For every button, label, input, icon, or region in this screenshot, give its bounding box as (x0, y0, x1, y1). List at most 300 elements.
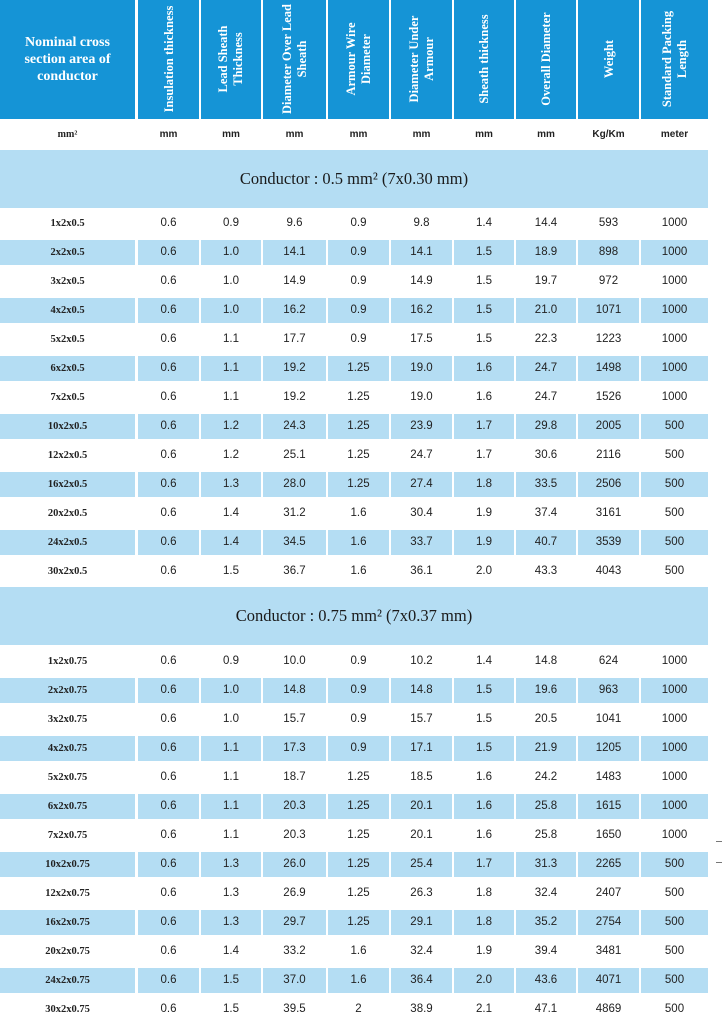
unit-cell: meter (660, 129, 689, 140)
table-cell: 1.6 (476, 771, 492, 783)
table-cell: 2 (355, 1003, 362, 1015)
header-label: Armour Wire Diameter (343, 22, 373, 96)
unit-cell: mm² (57, 129, 78, 140)
table-cell: 1.9 (476, 507, 492, 519)
table-cell: 1.1 (223, 829, 239, 841)
table-cell: 0.9 (350, 217, 367, 229)
table-row (0, 296, 708, 325)
table-cell: 14.8 (263, 678, 326, 703)
table-cell: 36.4 (391, 968, 452, 993)
unit-cell: Kg/Km (592, 129, 625, 140)
table-cell: 1.5 (476, 713, 492, 725)
table-cell: 1.25 (328, 852, 389, 877)
table-cell: 2.1 (476, 1003, 492, 1015)
table-cell: 0.6 (160, 333, 177, 345)
table-cell: 43.6 (516, 968, 576, 993)
table-cell: 10x2x0.5 (0, 414, 135, 439)
table-cell: 1000 (661, 217, 688, 229)
table-cell: 1.25 (328, 910, 389, 935)
table-cell: 9.6 (286, 217, 303, 229)
table-cell: 1.3 (201, 852, 261, 877)
table-cell: 0.6 (138, 736, 199, 761)
table-cell: 15.7 (283, 713, 306, 725)
table-cell: 1.8 (454, 910, 514, 935)
table-cell: 1.4 (476, 655, 492, 667)
units-row (0, 119, 708, 150)
header-cell (578, 0, 639, 119)
table-cell: 0.6 (160, 655, 177, 667)
table-cell: 500 (664, 887, 685, 899)
table-cell: 1.5 (476, 333, 492, 345)
table-cell: 36.7 (283, 565, 306, 577)
table-row (0, 850, 708, 879)
table-cell: 24.3 (263, 414, 326, 439)
table-cell: 2506 (578, 472, 639, 497)
table-cell: 1.2 (201, 414, 261, 439)
table-cell: 1.0 (201, 298, 261, 323)
table-cell: 1.25 (328, 794, 389, 819)
table-cell: 14.9 (410, 275, 433, 287)
table-cell: 500 (641, 414, 708, 439)
table-cell: 1.0 (201, 678, 261, 703)
table-cell: 1.5 (201, 968, 261, 993)
table-cell: 1.6 (476, 391, 492, 403)
table-cell: 27.4 (391, 472, 452, 497)
table-cell: 1650 (595, 829, 622, 841)
table-cell: 972 (598, 275, 619, 287)
table-cell: 33.2 (283, 945, 306, 957)
table-cell: 0.6 (138, 852, 199, 877)
table-cell: 20.5 (534, 713, 558, 725)
table-cell: 20.3 (263, 794, 326, 819)
header-label: Diameter Under Armour (406, 15, 436, 103)
header-row (0, 0, 708, 119)
table-cell: 500 (664, 449, 685, 461)
unit-cell: mm (475, 129, 493, 140)
table-cell: 1526 (595, 391, 622, 403)
table-row (0, 557, 708, 586)
table-cell: 1.5 (454, 678, 514, 703)
table-cell: 1x2x0.5 (50, 218, 85, 229)
table-cell: 25.8 (534, 829, 558, 841)
table-cell: 25.1 (283, 449, 306, 461)
table-cell: 1000 (661, 333, 688, 345)
table-cell: 4x2x0.5 (0, 298, 135, 323)
table-cell: 898 (578, 240, 639, 265)
table-cell: 1.1 (201, 794, 261, 819)
table-row (0, 267, 708, 296)
table-cell: 1.1 (201, 736, 261, 761)
table-row (0, 676, 708, 705)
table-row (0, 908, 708, 937)
table-cell: 1.25 (328, 472, 389, 497)
table-row (0, 647, 708, 676)
table-cell: 4869 (595, 1003, 622, 1015)
table-cell: 1.4 (223, 945, 239, 957)
table-cell: 23.9 (391, 414, 452, 439)
table-cell: 1.6 (350, 945, 367, 957)
table-cell: 4043 (595, 565, 622, 577)
table-cell: 2265 (578, 852, 639, 877)
table-cell: 0.9 (328, 240, 389, 265)
table-cell: 0.9 (223, 655, 239, 667)
table-cell: 30x2x0.75 (45, 1004, 90, 1015)
table-cell: 500 (664, 1003, 685, 1015)
table-cell: 1.6 (328, 968, 389, 993)
table-cell: 0.6 (160, 507, 177, 519)
table-cell: 1.25 (328, 356, 389, 381)
table-cell: 1.6 (328, 530, 389, 555)
table-cell: 0.6 (138, 240, 199, 265)
table-cell: 1.1 (223, 771, 239, 783)
table-cell: 14.8 (534, 655, 558, 667)
table-cell: 7x2x0.5 (50, 392, 85, 403)
table-row (0, 792, 708, 821)
section-band: Conductor : 0.5 mm² (7x0.30 mm) (0, 150, 708, 208)
table-row (0, 470, 708, 499)
table-cell: 0.6 (138, 472, 199, 497)
table-cell: 1.0 (223, 275, 239, 287)
table-cell: 1071 (578, 298, 639, 323)
table-cell: 1.7 (476, 449, 492, 461)
table-cell: 16.2 (263, 298, 326, 323)
table-cell: 500 (641, 852, 708, 877)
header-label: Insulation thickness (161, 5, 175, 113)
table-cell: 10x2x0.75 (0, 852, 135, 877)
table-cell: 6x2x0.75 (0, 794, 135, 819)
table-cell: 1.25 (347, 771, 370, 783)
header-label: Lead Sheath Thickness (216, 25, 245, 93)
table-cell: 1000 (641, 356, 708, 381)
table-cell: 0.9 (328, 736, 389, 761)
table-cell: 39.4 (534, 945, 558, 957)
table-cell: 0.6 (138, 678, 199, 703)
table-cell: 1000 (641, 794, 708, 819)
header-cell (138, 0, 199, 119)
table-cell: 20.1 (410, 829, 433, 841)
table-cell: 4x2x0.75 (0, 736, 135, 761)
table-cell: 31.2 (283, 507, 306, 519)
table-cell: 10.2 (410, 655, 433, 667)
table-cell: 18.5 (410, 771, 433, 783)
table-cell: 24.7 (534, 391, 558, 403)
table-cell: 1000 (661, 655, 688, 667)
header-label: Standard Packing Length (659, 10, 689, 108)
table-cell: 17.7 (283, 333, 306, 345)
table-cell: 34.5 (263, 530, 326, 555)
table-row (0, 209, 708, 238)
table-cell: 0.9 (350, 275, 367, 287)
table-cell: 1000 (641, 240, 708, 265)
table-cell: 12x2x0.5 (47, 450, 88, 461)
table-cell: 1223 (595, 333, 622, 345)
table-cell: 19.6 (516, 678, 576, 703)
header-cell (391, 0, 452, 119)
table-row (0, 412, 708, 441)
header-cell (263, 0, 326, 119)
table-cell: 3539 (578, 530, 639, 555)
table-cell: 0.6 (138, 298, 199, 323)
section-band: Conductor : 0.75 mm² (7x0.37 mm) (0, 587, 708, 645)
table-cell: 1.5 (476, 275, 492, 287)
table-cell: 500 (641, 910, 708, 935)
table-cell: 1000 (661, 771, 688, 783)
table-row (0, 499, 708, 528)
table-cell: 0.6 (160, 771, 177, 783)
table-row (0, 966, 708, 995)
table-cell: 593 (598, 217, 619, 229)
table-cell: 0.6 (160, 565, 177, 577)
table-cell: 624 (598, 655, 619, 667)
table-cell: 1.8 (454, 472, 514, 497)
table-cell: 4071 (578, 968, 639, 993)
table-cell: 1.7 (454, 414, 514, 439)
table-cell: 0.6 (138, 414, 199, 439)
unit-cell: mm (285, 129, 304, 140)
table-cell: 14.4 (534, 217, 558, 229)
table-cell: 1x2x0.75 (47, 656, 88, 667)
table-cell: 39.5 (283, 1003, 306, 1015)
table-cell: 1.6 (454, 356, 514, 381)
table-cell: 24.7 (410, 449, 433, 461)
table-cell: 16x2x0.5 (0, 472, 135, 497)
table-cell: 33.7 (391, 530, 452, 555)
table-row (0, 528, 708, 557)
table-cell: 30x2x0.5 (47, 566, 88, 577)
table-row (0, 354, 708, 383)
table-cell: 26.9 (283, 887, 306, 899)
table-cell: 1.6 (476, 829, 492, 841)
table-cell: 0.9 (223, 217, 239, 229)
table-cell: 1000 (661, 275, 688, 287)
table-cell: 1.6 (454, 794, 514, 819)
table-cell: 1.25 (328, 414, 389, 439)
table-cell: 1.7 (454, 852, 514, 877)
table-cell: 32.4 (410, 945, 433, 957)
table-cell: 1000 (661, 391, 688, 403)
table-cell: 2407 (595, 887, 622, 899)
table-cell: 12x2x0.75 (45, 888, 90, 899)
table-cell: 25.8 (516, 794, 576, 819)
table-cell: 1.0 (201, 240, 261, 265)
table-cell: 0.6 (160, 1003, 177, 1015)
header-label: Overall Diameter (538, 12, 553, 106)
table-cell: 29.1 (391, 910, 452, 935)
table-cell: 500 (664, 945, 685, 957)
table-cell: 20.3 (283, 829, 306, 841)
table-cell: 19.0 (391, 356, 452, 381)
table-row (0, 995, 708, 1024)
table-cell: 21.9 (516, 736, 576, 761)
table-cell: 0.6 (160, 449, 177, 461)
table-cell: 0.9 (350, 713, 367, 725)
table-cell: 29.7 (263, 910, 326, 935)
table-cell: 1.5 (454, 240, 514, 265)
table-row (0, 325, 708, 354)
table-cell: 0.9 (350, 333, 367, 345)
header-cell (516, 0, 576, 119)
table-cell: 2x2x0.5 (0, 240, 135, 265)
table-row (0, 763, 708, 792)
table-cell: 16.2 (391, 298, 452, 323)
unit-cell: mm (412, 129, 431, 140)
table-cell: 2.0 (476, 565, 492, 577)
table-cell: 1.0 (223, 713, 239, 725)
table-cell: 24x2x0.75 (0, 968, 135, 993)
table-cell: 0.9 (328, 298, 389, 323)
table-cell: 1.3 (201, 910, 261, 935)
header-label: Sheath thickness (476, 14, 491, 104)
table-cell: 0.6 (160, 217, 177, 229)
table-cell: 28.0 (263, 472, 326, 497)
table-cell: 37.4 (534, 507, 558, 519)
table-cell: 5x2x0.75 (47, 772, 88, 783)
table-cell: 29.8 (516, 414, 576, 439)
table-cell: 24.2 (534, 771, 558, 783)
table-cell: 30.4 (410, 507, 433, 519)
table-cell: 1615 (578, 794, 639, 819)
header-cell (454, 0, 514, 119)
unit-cell: mm (159, 129, 178, 140)
header-cell (201, 0, 261, 119)
table-cell: 0.6 (138, 794, 199, 819)
table-cell: 2005 (578, 414, 639, 439)
table-cell: 20x2x0.75 (45, 946, 90, 957)
table-cell: 1.25 (347, 391, 370, 403)
table-cell: 14.1 (263, 240, 326, 265)
table-cell: 1.5 (223, 1003, 239, 1015)
table-cell: 17.1 (391, 736, 452, 761)
table-cell: 24.7 (516, 356, 576, 381)
table-cell: 19.2 (263, 356, 326, 381)
table-cell: 3x2x0.75 (47, 714, 88, 725)
table-cell: 1.1 (223, 333, 239, 345)
table-cell: 14.1 (391, 240, 452, 265)
table-cell: 19.2 (283, 391, 306, 403)
table-cell: 1041 (595, 713, 622, 725)
table-cell: 37.0 (263, 968, 326, 993)
table-row (0, 937, 708, 966)
table-cell: 1.25 (347, 829, 370, 841)
table-row (0, 821, 708, 850)
table-cell: 3x2x0.5 (50, 276, 85, 287)
table-cell: 1.4 (476, 217, 492, 229)
table-cell: 47.1 (534, 1003, 558, 1015)
table-cell: 500 (641, 530, 708, 555)
table-row (0, 441, 708, 470)
table-cell: 3161 (595, 507, 622, 519)
table-cell: 40.7 (516, 530, 576, 555)
table-cell: 3481 (595, 945, 622, 957)
table-cell: 1.1 (223, 391, 239, 403)
table-cell: 963 (578, 678, 639, 703)
table-cell: 26.3 (410, 887, 433, 899)
unit-cell: mm (349, 129, 368, 140)
table-cell: 35.2 (516, 910, 576, 935)
table-cell: 0.6 (138, 356, 199, 381)
table-cell: 0.6 (160, 887, 177, 899)
table-cell: 1.5 (454, 298, 514, 323)
table-row (0, 383, 708, 412)
table-cell: 1.5 (223, 565, 239, 577)
table-cell: 25.4 (391, 852, 452, 877)
table-cell: 1.4 (201, 530, 261, 555)
table-cell: 30.6 (534, 449, 558, 461)
table-cell: 0.6 (138, 910, 199, 935)
table-cell: 0.6 (160, 945, 177, 957)
unit-cell: mm (537, 129, 555, 140)
table-row (0, 705, 708, 734)
table-cell: 0.9 (328, 678, 389, 703)
table-cell: 1.3 (201, 472, 261, 497)
table-cell: 1483 (595, 771, 622, 783)
table-cell: 0.6 (160, 391, 177, 403)
edge-mark (716, 862, 722, 863)
table-row (0, 879, 708, 908)
table-cell: 1000 (661, 829, 688, 841)
table-cell: 500 (664, 507, 685, 519)
table-cell: 1.6 (350, 565, 367, 577)
header-cell: Nominal cross section area of conductor (0, 0, 135, 119)
table-cell: 10.0 (283, 655, 306, 667)
table-cell: 1000 (641, 736, 708, 761)
table-cell: 9.8 (413, 217, 430, 229)
table-cell: 18.7 (283, 771, 306, 783)
table-cell: 2754 (578, 910, 639, 935)
table-cell: 1.8 (476, 887, 492, 899)
table-cell: 0.6 (138, 968, 199, 993)
table-cell: 17.3 (263, 736, 326, 761)
edge-mark (716, 841, 722, 842)
table-cell: 7x2x0.75 (47, 830, 88, 841)
table-cell: 15.7 (410, 713, 433, 725)
table-cell: 1000 (641, 298, 708, 323)
table-cell: 0.6 (160, 829, 177, 841)
table-cell: 1.25 (347, 887, 370, 899)
table-cell: 32.4 (534, 887, 558, 899)
table-cell: 14.8 (391, 678, 452, 703)
unit-cell: mm (222, 129, 240, 140)
table-cell: 1205 (578, 736, 639, 761)
table-cell: 16x2x0.75 (0, 910, 135, 935)
table-cell: 1.1 (201, 356, 261, 381)
table-cell: 36.1 (410, 565, 433, 577)
header-cell (641, 0, 708, 119)
table-cell: 1.3 (223, 887, 239, 899)
table-cell: 1498 (578, 356, 639, 381)
table-cell: 1000 (641, 678, 708, 703)
table-cell: 26.0 (263, 852, 326, 877)
table-cell: 500 (664, 565, 685, 577)
table-cell: 0.6 (160, 275, 177, 287)
table-cell: 1000 (661, 713, 688, 725)
table-cell: 1.9 (454, 530, 514, 555)
table-cell: 1.25 (347, 449, 370, 461)
table-cell: 1.6 (350, 507, 367, 519)
table-cell: 20.1 (391, 794, 452, 819)
table-cell: 14.9 (283, 275, 306, 287)
table-cell: 500 (641, 968, 708, 993)
table-cell: 0.6 (138, 530, 199, 555)
table-cell: 33.5 (516, 472, 576, 497)
header-cell (328, 0, 389, 119)
table-cell: 2116 (596, 449, 621, 461)
table-cell: 18.9 (516, 240, 576, 265)
table-cell: 500 (641, 472, 708, 497)
header-label: Weight (601, 39, 615, 79)
table-cell: 24x2x0.5 (0, 530, 135, 555)
table-cell: 19.0 (410, 391, 433, 403)
